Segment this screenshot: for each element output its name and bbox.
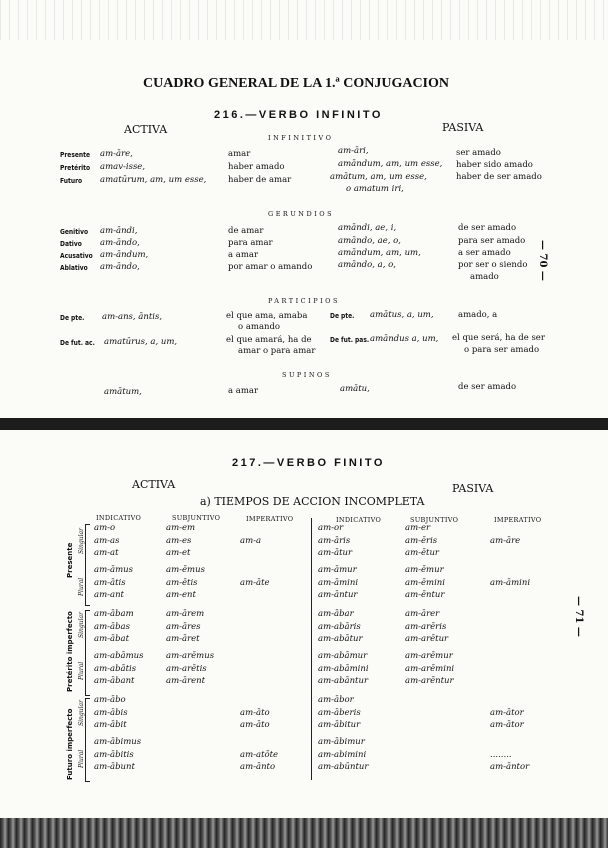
spanish-gloss: haber de ser amado (456, 172, 542, 182)
verb-form: am-ābor (318, 695, 354, 705)
page-70 (0, 0, 608, 418)
verb-form: am-arēntur (405, 676, 454, 686)
page-gap (0, 418, 608, 430)
spanish-gloss: el que ama, amaba (226, 311, 308, 321)
latin-form: amatūrus, a, um, (104, 337, 178, 347)
gerundios-heading: GERUNDIOS (268, 210, 335, 218)
tense-label: Presente (66, 542, 74, 578)
activa-heading: ACTIVA (132, 478, 176, 491)
latin-form: am-āndum, (100, 250, 149, 260)
latin-form: amātu, (340, 384, 370, 394)
verb-form: am-o (94, 523, 116, 533)
spanish-gloss: de ser amado (458, 382, 517, 392)
verb-form: am-āto (240, 707, 270, 718)
number-label: Singular (78, 700, 85, 726)
scan-noise (0, 0, 608, 40)
verb-form: am-a (240, 535, 262, 546)
activa-heading: ACTIVA (124, 123, 168, 136)
verb-form: am-ēntur (405, 590, 445, 600)
row-label: De pte. (330, 312, 355, 320)
verb-form: am-abāmini (318, 663, 369, 674)
latin-form: amāndi, ae, i, (338, 223, 397, 233)
column-header: IMPERATIVO (494, 516, 542, 524)
verb-form: am-āmini (318, 577, 359, 588)
latin-form: amāndo, a, o, (338, 260, 396, 270)
tense-label: Futuro imperfecto (66, 708, 74, 780)
spanish-gloss: de ser amado (458, 223, 517, 233)
spanish-gloss: amar o para amar (238, 346, 316, 356)
verb-form: am-āte (240, 577, 270, 588)
verb-form: am-ārem (166, 609, 205, 619)
verb-form: am-āmus (94, 565, 133, 575)
pasiva-heading: PASIVA (452, 482, 494, 495)
tense-label: Pretérito imperfecto (66, 611, 74, 692)
page-title: CUADRO GENERAL DE LA 1.ª CONJUGACION (143, 76, 450, 91)
latin-form: amav-isse, (100, 162, 146, 172)
verb-form: am-āmur (318, 565, 357, 575)
verb-form: am-ābo (94, 695, 126, 705)
row-label: Ablativo (60, 264, 88, 272)
verb-form: am-ābis (94, 707, 128, 718)
page-number: — 70 — (537, 240, 548, 281)
latin-form: amatūrum, am, um esse, (100, 175, 207, 185)
latin-form: amāndum, am, um esse, (338, 159, 443, 169)
verb-form: am-ēmus (166, 565, 205, 575)
spanish-gloss: para amar (228, 238, 273, 248)
verb-form: am-abimini (318, 749, 367, 760)
verb-form: am-arēmini (405, 663, 455, 674)
spanish-gloss: a ser amado (458, 248, 511, 258)
verb-form: am-āre (490, 535, 521, 546)
column-header: SUBJUNTIVO (410, 516, 459, 524)
verb-form: am-abāris (318, 621, 361, 632)
row-label: Pretérito (60, 164, 91, 172)
spanish-gloss: a amar (228, 250, 259, 260)
row-label: De fut. ac. (60, 339, 95, 347)
verb-form: am-abūntur (318, 762, 369, 772)
verb-form: am-āres (166, 621, 201, 632)
verb-form: am-ārer (405, 609, 440, 619)
column-header: SUBJUNTIVO (172, 514, 221, 522)
verb-form: am-abātur (318, 634, 363, 644)
tense-brace (85, 610, 90, 696)
verb-form: am-es (166, 535, 192, 546)
verb-form: am-ābat (94, 634, 129, 644)
verb-form: am-ātis (94, 577, 126, 588)
verb-form: am-āntur (318, 590, 358, 600)
number-label: Plural (78, 661, 85, 680)
verb-form: am-abāmus (94, 651, 144, 661)
verb-form: ........ (490, 749, 512, 760)
verb-form: am-ābitis (94, 749, 134, 760)
column-header: INDICATIVO (336, 516, 382, 524)
latin-form: o amatum iri, (346, 184, 404, 194)
verb-form: am-arētis (166, 663, 207, 674)
verb-form: am-āberis (318, 707, 361, 718)
supinos-heading: SUPINOS (282, 371, 332, 379)
infinitivo-heading: INFINITIVO (268, 134, 334, 142)
verb-form: am-ābas (94, 621, 130, 632)
latin-form: am-āri, (338, 146, 369, 156)
spanish-gloss: por amar o amando (228, 262, 313, 272)
number-label: Plural (78, 749, 85, 768)
latin-form: am-āndo, (100, 238, 140, 248)
verb-form: am-ēmur (405, 565, 444, 575)
spanish-gloss: amar (228, 149, 251, 159)
verb-form: am-āto (240, 720, 270, 730)
spanish-gloss: para ser amado (458, 236, 526, 246)
verb-form: am-ant (94, 590, 124, 600)
number-label: Singular (78, 528, 85, 554)
verb-form: am-or (318, 523, 344, 533)
column-header: IMPERATIVO (246, 515, 294, 523)
spanish-gloss: haber sido amado (456, 160, 533, 170)
verb-form: am-āntor (490, 762, 530, 772)
column-divider (311, 518, 312, 780)
verb-form: am-ānto (240, 762, 276, 772)
verb-form: am-ēris (405, 535, 438, 546)
verb-form: am-atōte (240, 749, 279, 760)
page-number: — 71 — (573, 596, 584, 637)
row-label: De fut. pas. (330, 336, 370, 344)
verb-form: am-ātor (490, 720, 524, 730)
row-label: Dativo (60, 240, 82, 248)
section-heading: 217.—VERBO FINITO (232, 457, 385, 469)
verb-form: am-ātor (490, 707, 524, 718)
row-label: Genitivo (60, 228, 89, 236)
verb-form: am-arēris (405, 621, 447, 632)
verb-form: am-er (405, 523, 431, 533)
row-label: De pte. (60, 314, 85, 322)
verb-form: am-ābimus (94, 737, 142, 747)
verb-form: am-ātur (318, 548, 353, 558)
section-heading: 216.—VERBO INFINITO (214, 109, 383, 121)
spanish-gloss: amado, a (458, 310, 498, 320)
latin-form: amātum, am, um esse, (330, 172, 427, 182)
row-label: Futuro (60, 177, 83, 185)
latin-form: amāndum, am, um, (338, 248, 421, 258)
verb-form: am-arēmur (405, 651, 453, 661)
verb-form: am-ent (166, 590, 196, 600)
verb-form: am-et (166, 548, 191, 558)
verb-form: am-abātis (94, 663, 137, 674)
verb-form: am-āmini (490, 577, 531, 588)
spanish-gloss: amado (470, 272, 499, 282)
spanish-gloss: o para ser amado (464, 345, 540, 355)
verb-form: am-ēmini (405, 577, 446, 588)
verb-form: am-arēmus (166, 651, 215, 661)
latin-form: amātum, (104, 387, 142, 397)
spanish-gloss: haber amado (228, 162, 285, 172)
tense-brace (85, 524, 90, 606)
latin-form: am-āndi, (100, 226, 138, 236)
latin-form: am-ans, āntis, (102, 312, 163, 322)
verb-form: am-ētur (405, 548, 439, 558)
number-label: Singular (78, 612, 85, 638)
verb-form: am-at (94, 548, 119, 558)
row-label: Presente (60, 151, 91, 159)
latin-form: amātus, a, um, (370, 310, 434, 320)
latin-form: am-āndo, (100, 262, 140, 272)
scan-edge (0, 818, 608, 848)
verb-form: am-ābimur (318, 737, 365, 747)
verb-form: am-āret (166, 634, 200, 644)
participios-heading: PARTICIPIOS (268, 297, 340, 305)
verb-form: am-abāntur (318, 676, 369, 686)
verb-form: am-ābam (94, 609, 134, 619)
tense-brace (85, 698, 90, 782)
verb-form: am-ābunt (94, 762, 135, 772)
verb-form: am-ābitur (318, 720, 361, 730)
spanish-gloss: ser amado (456, 148, 501, 158)
column-header: INDICATIVO (96, 514, 142, 522)
spanish-gloss: por ser o siendo (458, 260, 528, 270)
verb-form: am-as (94, 535, 120, 546)
verb-form: am-ābit (94, 720, 127, 730)
latin-form: amāndus a, um, (370, 334, 439, 344)
spanish-gloss: o amando (238, 322, 281, 332)
spanish-gloss: el que amará, ha de (226, 335, 312, 345)
verb-form: am-āris (318, 535, 351, 546)
verb-form: am-ābar (318, 609, 354, 619)
pasiva-heading: PASIVA (442, 121, 484, 134)
latin-form: am-āre, (100, 149, 133, 159)
verb-form: am-ētis (166, 577, 198, 588)
spanish-gloss: haber de amar (228, 175, 292, 185)
verb-form: am-abāmur (318, 651, 368, 661)
spanish-gloss: a amar (228, 386, 259, 396)
row-label: Acusativo (60, 252, 93, 260)
spanish-gloss: de amar (228, 226, 264, 236)
verb-form: am-arētur (405, 634, 449, 644)
verb-form: am-ābant (94, 676, 135, 686)
verb-form: am-em (166, 523, 196, 533)
spanish-gloss: el que será, ha de ser (452, 333, 545, 343)
number-label: Plural (78, 577, 85, 596)
latin-form: amāndo, ae, o, (338, 236, 401, 246)
page-71 (0, 430, 608, 818)
subtitle: a) TIEMPOS DE ACCION INCOMPLETA (200, 495, 425, 508)
verb-form: am-ārent (166, 676, 206, 686)
